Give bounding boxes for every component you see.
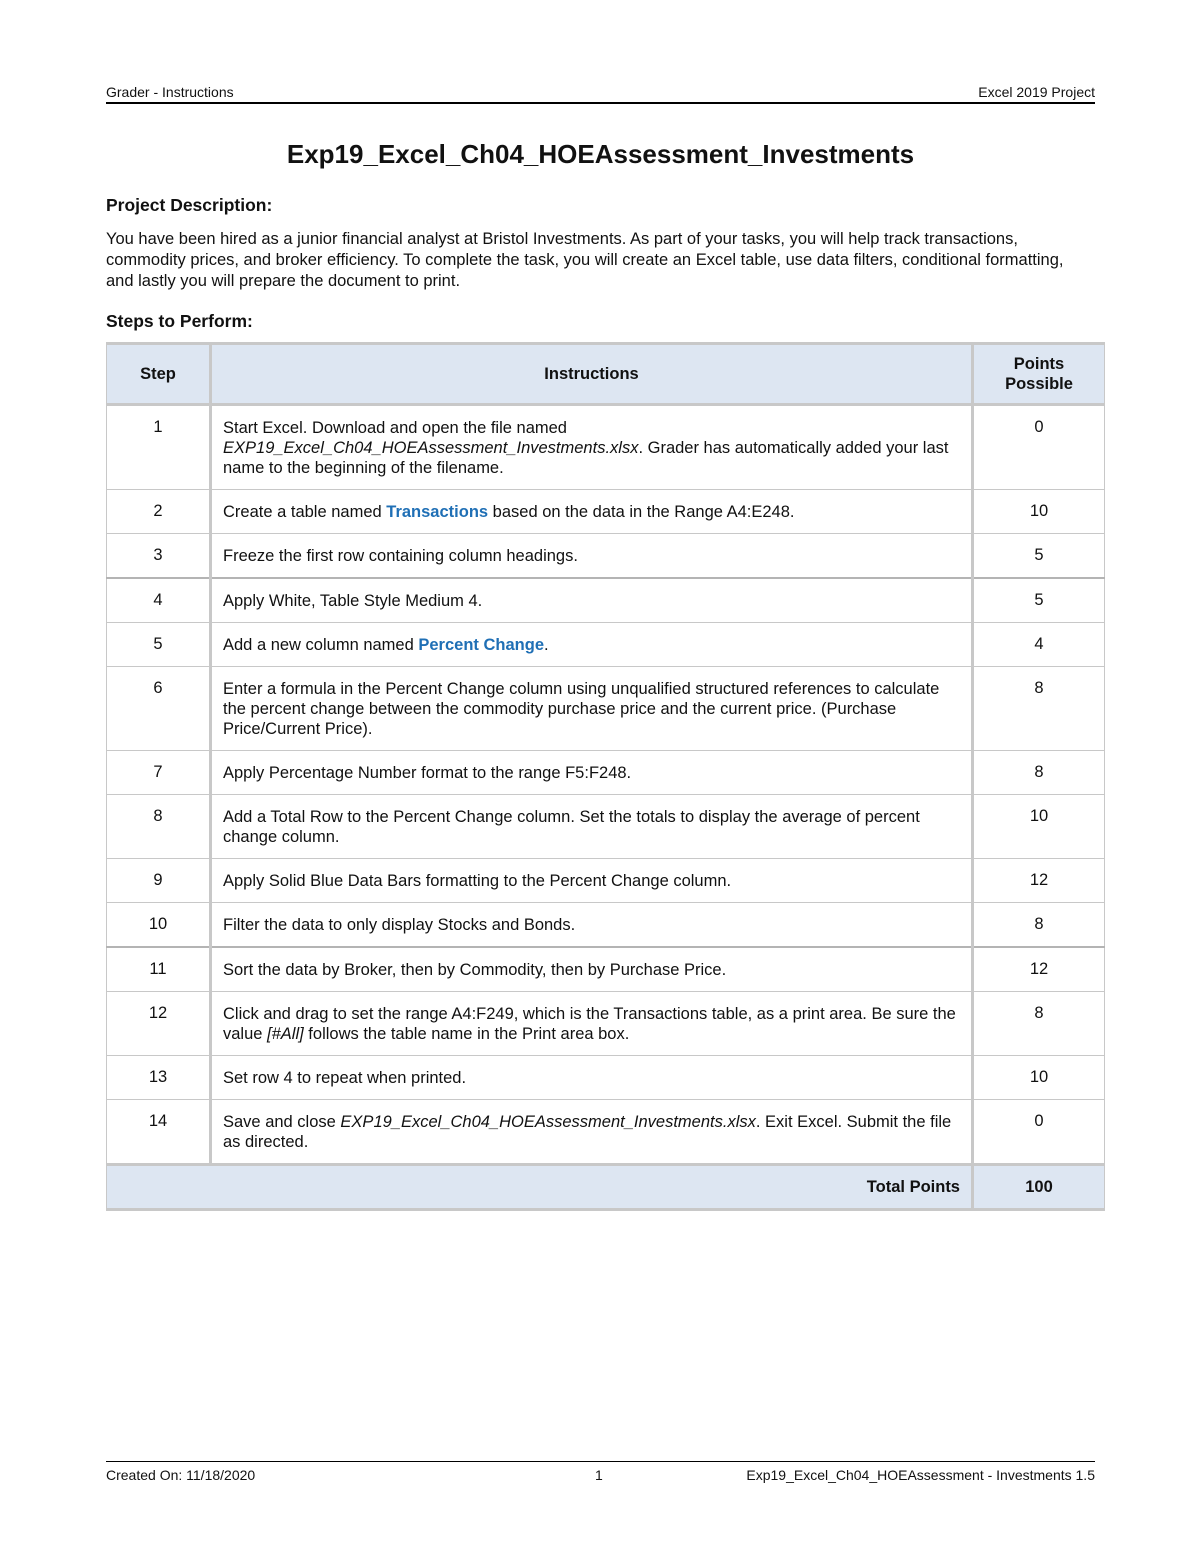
step-instruction [211, 795, 973, 859]
italic-reference: EXP19_Excel_Ch04_HOEAssessment_Investments.xlsx [340, 1113, 756, 1131]
italic-reference: [#All] [267, 1025, 304, 1043]
step-row [107, 992, 1105, 1056]
step-points: 10 [973, 1056, 1105, 1100]
instruction-text: . Grader has automatically added your last name to the beginning of the filename. [223, 439, 949, 477]
steps-table-header-row [107, 344, 1105, 405]
instruction-text: Apply Percentage Number format to the range F5:F248. [223, 764, 632, 782]
total-points-label: Total Points [107, 1165, 973, 1210]
step-instruction [211, 859, 973, 903]
step-number: 13 [107, 1056, 211, 1100]
step-row [107, 903, 1105, 948]
instruction-text: Click and drag to set the range A4:F249, which is the Transactions table, as a print area. Be sure the value [223, 1005, 956, 1043]
step-points: 8 [973, 992, 1105, 1056]
step-number: 6 [107, 667, 211, 751]
step-row [107, 751, 1105, 795]
instruction-text: Freeze the first row containing column headings. [223, 547, 578, 565]
step-points: 12 [973, 947, 1105, 992]
instruction-text: Set row 4 to repeat when printed. [223, 1069, 467, 1087]
step-points: 0 [973, 1100, 1105, 1165]
header-right-text: Excel 2019 Project [978, 84, 1095, 100]
instruction-text: . Exit Excel. Submit the file as directed. [223, 1113, 952, 1151]
points-header-line1: Points [1013, 355, 1065, 373]
step-row [107, 405, 1105, 490]
step-points: 4 [973, 623, 1105, 667]
step-instruction [211, 903, 973, 948]
step-row [107, 795, 1105, 859]
footer-document-version: Exp19_Excel_Ch04_HOEAssessment - Investments 1.5 [746, 1467, 1095, 1483]
header-left-text: Grader - Instructions [106, 84, 234, 100]
step-number: 1 [107, 405, 211, 490]
document-title: Exp19_Excel_Ch04_HOEAssessment_Investments [286, 139, 915, 169]
total-points-value: 100 [973, 1165, 1105, 1210]
step-number: 11 [107, 947, 211, 992]
step-instruction [211, 405, 973, 490]
highlighted-name: Percent Change [418, 636, 544, 654]
step-row [107, 578, 1105, 623]
project-description-text: You have been hired as a junior financial analyst at Bristol Investments. As part of your tasks, you will help track transactions, commodity prices, and broker efficiency. To complete the task, you will create an Excel table, use data filters, conditional formatting, and lastly you will prepare the document to print. [106, 230, 1064, 290]
step-points: 8 [973, 751, 1105, 795]
step-number: 9 [107, 859, 211, 903]
step-number: 2 [107, 490, 211, 534]
step-number: 8 [107, 795, 211, 859]
step-row [107, 534, 1105, 579]
points-column-header [973, 344, 1105, 405]
instruction-text: Add a Total Row to the Percent Change column. Set the totals to display the average of percent change column. [223, 808, 920, 846]
step-row [107, 490, 1105, 534]
step-row [107, 667, 1105, 751]
instruction-text: follows the table name in the Print area box. [303, 1025, 630, 1043]
step-instruction [211, 1100, 973, 1165]
step-instruction [211, 578, 973, 623]
step-instruction [211, 992, 973, 1056]
step-number: 12 [107, 992, 211, 1056]
step-row [107, 859, 1105, 903]
page-footer [106, 1461, 1095, 1484]
step-row [107, 947, 1105, 992]
steps-table [106, 342, 1105, 1211]
footer-page-number: 1 [595, 1467, 603, 1483]
instruction-text: Sort the data by Broker, then by Commodity, then by Purchase Price. [223, 961, 727, 979]
instruction-text: . [544, 636, 549, 654]
instructions-column-header: Instructions [211, 344, 973, 405]
step-points: 10 [973, 795, 1105, 859]
step-number: 5 [107, 623, 211, 667]
instruction-text: Enter a formula in the Percent Change column using unqualified structured references to calculate the percent change between the commodity purchase price and the current price. (Purchase Price/Current Price). [223, 680, 940, 738]
step-points: 10 [973, 490, 1105, 534]
instruction-text: Create a table named [223, 503, 387, 521]
step-instruction [211, 751, 973, 795]
total-points-row [107, 1165, 1105, 1210]
step-row [107, 1100, 1105, 1165]
step-number: 14 [107, 1100, 211, 1165]
instruction-text: based on the data in the Range A4:E248. [488, 503, 795, 521]
page-header [106, 82, 1095, 104]
step-number: 4 [107, 578, 211, 623]
project-description-heading: Project Description: [106, 195, 273, 215]
step-instruction [211, 534, 973, 579]
step-instruction [211, 623, 973, 667]
step-points: 12 [973, 859, 1105, 903]
footer-created-on: Created On: 11/18/2020 [106, 1467, 256, 1483]
step-row [107, 1056, 1105, 1100]
step-points: 8 [973, 667, 1105, 751]
highlighted-name: Transactions [386, 503, 489, 521]
steps-heading: Steps to Perform: [106, 311, 253, 331]
steps-table-body [107, 405, 1105, 1165]
step-instruction [211, 490, 973, 534]
step-instruction [211, 947, 973, 992]
step-number: 7 [107, 751, 211, 795]
step-number: 10 [107, 903, 211, 948]
italic-reference: EXP19_Excel_Ch04_HOEAssessment_Investments.xlsx [223, 439, 639, 457]
instruction-text: Start Excel. Download and open the file named [223, 419, 567, 437]
instruction-text: Add a new column named [223, 636, 419, 654]
points-header-line2: Possible [1005, 375, 1073, 393]
step-instruction [211, 667, 973, 751]
instruction-text: Apply White, Table Style Medium 4. [223, 592, 483, 610]
step-instruction [211, 1056, 973, 1100]
instruction-text: Apply Solid Blue Data Bars formatting to the Percent Change column. [223, 872, 732, 890]
step-points: 5 [973, 534, 1105, 579]
instruction-text: Filter the data to only display Stocks and Bonds. [223, 916, 576, 934]
step-row [107, 623, 1105, 667]
step-column-header: Step [107, 344, 211, 405]
step-points: 0 [973, 405, 1105, 490]
step-points: 8 [973, 903, 1105, 948]
step-number: 3 [107, 534, 211, 579]
step-points: 5 [973, 578, 1105, 623]
instruction-text: Save and close [223, 1113, 341, 1131]
